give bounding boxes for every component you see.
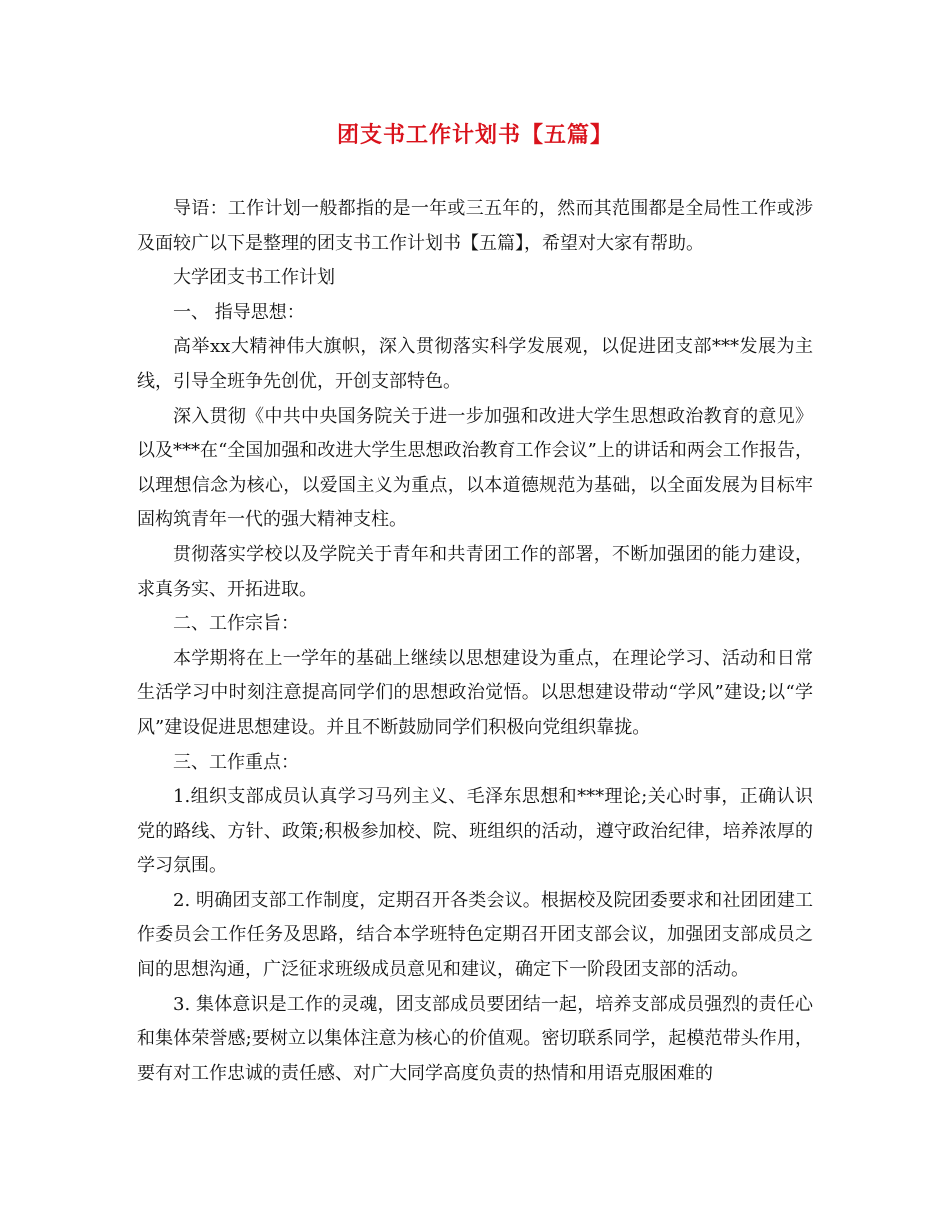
list-item: 3. 集体意识是工作的灵魂，团支部成员要团结一起，培养支部成员强烈的责任心和集体荣誉感;要树立以集体注意为核心的价值观。密切联系同学，起模范带头作用，要有对工作忠诚的责任感、对广大同学高度负责的热情和用语克服困难的 bbox=[137, 993, 813, 1084]
section-heading: 一、 指导思想： bbox=[173, 301, 305, 323]
document-body bbox=[137, 192, 813, 1091]
paragraph: 贯彻落实学校以及学院关于青年和共青团工作的部署，不断加强团的能力建设，求真务实、开拓进取。 bbox=[137, 543, 813, 600]
section-heading: 二、工作宗旨： bbox=[173, 613, 299, 635]
list-item: 2. 明确团支部工作制度，定期召开各类会议。根据校及院团委要求和社团团建工作委员会工作任务及思路，结合本学班特色定期召开团支部会议，加强团支部成员之间的思想沟通，广泛征求班级成员意见和建议，确定下一阶段团支部的活动。 bbox=[137, 889, 813, 981]
paragraph-heading: 大学团支书工作计划 bbox=[173, 267, 335, 289]
section-heading: 三、工作重点： bbox=[173, 751, 299, 773]
document-title: 团支书工作计划书【五篇】 bbox=[336, 122, 613, 148]
paragraph: 本学期将在上一学年的基础上继续以思想建设为重点，在理论学习、活动和日常生活学习中时刻注意提高同学们的思想政治觉悟。以思想建设带动“学风”建设;以“学风”建设促进思想建设。并且不断鼓励同学们积极向党组织靠拢。 bbox=[137, 647, 813, 738]
paragraph-intro: 导语：工作计划一般都指的是一年或三五年的，然而其范围都是全局性工作或涉及面较广以下是整理的团支书工作计划书【五篇】，希望对大家有帮助。 bbox=[137, 198, 813, 254]
list-item: 1.组织支部成员认真学习马列主义、毛泽东思想和***理论;关心时事，正确认识党的路线、方针、政策;积极参加校、院、班组织的活动，遵守政治纪律，培养浓厚的学习氛围。 bbox=[137, 786, 813, 877]
paragraph: 深入贯彻《中共中央国务院关于进一步加强和改进大学生思想政治教育的意见》以及***在“全国加强和改进大学生思想政治教育工作会议”上的讲话和两会工作报告，以理想信念为核心，以爱国主义为重点，以本道德规范为基础，以全面发展为目标牢固构筑青年一代的强大精神支柱。 bbox=[137, 405, 813, 531]
paragraph: 高举xx大精神伟大旗帜，深入贯彻落实科学发展观，以促进团支部***发展为主线，引导全班争先创优，开创支部特色。 bbox=[137, 336, 813, 392]
